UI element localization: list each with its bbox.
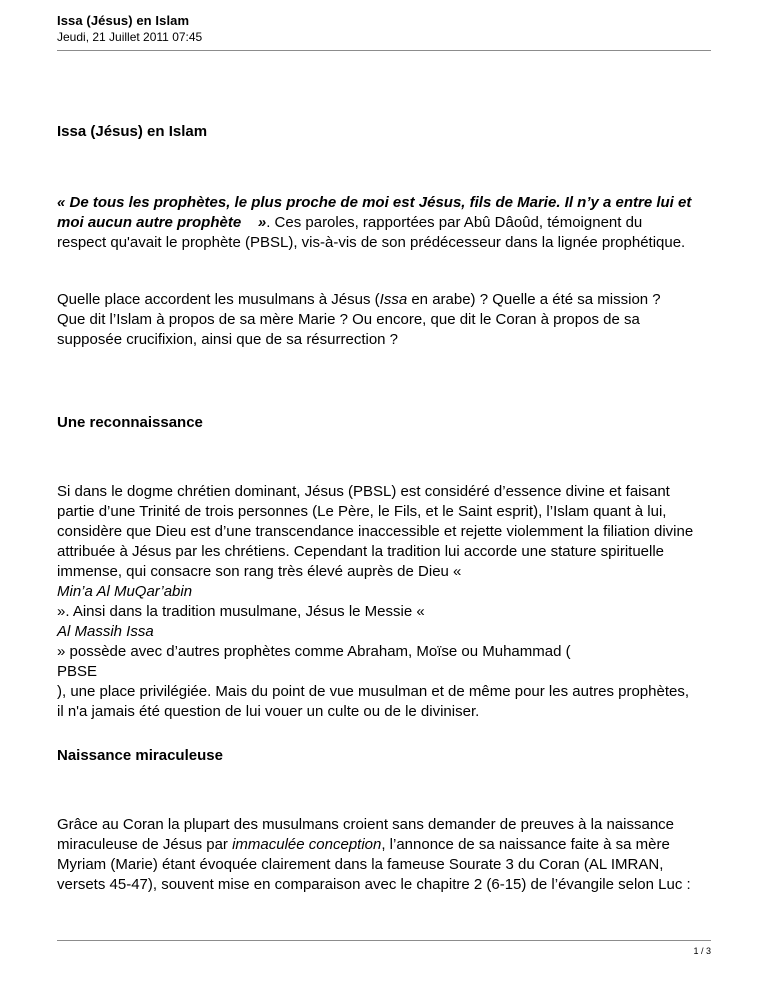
section-2-line: Grâce au Coran la plupart des musulmans croient sans demander de preuves à la naissance [57,816,675,833]
header-date: Jeudi, 21 Juillet 2011 07:45 [57,30,203,44]
quote-paragraph [57,193,717,253]
quote-line-1: « De tous les prophètes, le plus proche de moi est Jésus, fils de Marie. Il n’y a entre lui et [57,194,692,211]
section-2-title: Naissance miraculeuse [57,747,223,764]
section-1-line: Si dans le dogme chrétien dominant, Jésus (PBSL) est considéré d’essence divine et faisant [57,483,670,500]
section-2-line: versets 45-47), souvent mise en comparaison avec le chapitre 2 (6-15) de l’évangile selon Luc : [57,876,691,893]
header-title: Issa (Jésus) en Islam [57,13,190,28]
questions-line-3: supposée crucifixion, ainsi que de sa résurrection ? [57,331,399,348]
quote-ending: moi aucun autre prophète » [57,214,267,231]
page-number: 1 / 3 [693,946,711,956]
immaculee-conception: immaculée conception [232,836,382,853]
section-2-body [57,815,717,895]
section-1-heading [57,413,717,433]
section-1-line: ), une place privilégiée. Mais du point de vue musulman et de même pour les autres prophètes, [57,683,690,700]
quote-line-2 [57,213,717,233]
article-title [57,122,717,142]
min-a-al-muqarabin: Min’a Al MuQar’abin [57,583,193,600]
quote-attribution: . Ces paroles, rapportées par Abû Dâoûd, témoignent du [266,214,643,231]
section-2-line: Myriam (Marie) étant évoquée clairement dans la fameuse Sourate 3 du Coran (AL IMRAN, [57,856,664,873]
section-2-text-a: miraculeuse de Jésus par [57,836,233,853]
al-massih-issa: Al Massih Issa [57,623,154,640]
footer-divider [57,940,711,941]
questions-paragraph [57,290,717,350]
questions-text-a: Quelle place accordent les musulmans à Jésus ( [57,291,380,308]
questions-line-2: Que dit l’Islam à propos de sa mère Marie ? Ou encore, que dit le Coran à propos de sa [57,311,640,328]
header-divider [57,50,711,51]
questions-text-b: en arabe) ? Quelle a été sa mission ? [407,291,661,308]
section-2-heading [57,746,717,766]
pbse-text: PBSE [57,663,98,680]
section-1-line: ». Ainsi dans la tradition musulmane, Jésus le Messie « [57,603,425,620]
article-heading: Issa (Jésus) en Islam [57,123,208,140]
section-1-body [57,482,717,722]
questions-line-1 [57,290,717,310]
issa-italic: Issa [379,291,408,308]
section-1-line: partie d’une Trinité de trois personnes (Le Père, le Fils, et le Saint esprit), l’Islam quant à lui, [57,503,667,520]
section-1-line: immense, qui consacre son rang très élevé auprès de Dieu « [57,563,462,580]
quote-line-3: respect qu'avait le prophète (PBSL), vis-à-vis de son prédécesseur dans la lignée prophétique. [57,234,686,251]
section-2-text-b: , l’annonce de sa naissance faite à sa mère [381,836,670,853]
section-1-line: considère que Dieu est d’une transcendance inaccessible et rejette violemment la filiation divine [57,523,694,540]
section-1-title: Une reconnaissance [57,414,203,431]
section-1-line: il n'a jamais été question de lui vouer un culte ou de le diviniser. [57,703,480,720]
section-2-line [57,835,717,855]
section-1-line: attribuée à Jésus par les chrétiens. Cependant la tradition lui accorde une stature spirituelle [57,543,665,560]
section-1-line: » possède avec d’autres prophètes comme Abraham, Moïse ou Muhammad ( [57,643,571,660]
